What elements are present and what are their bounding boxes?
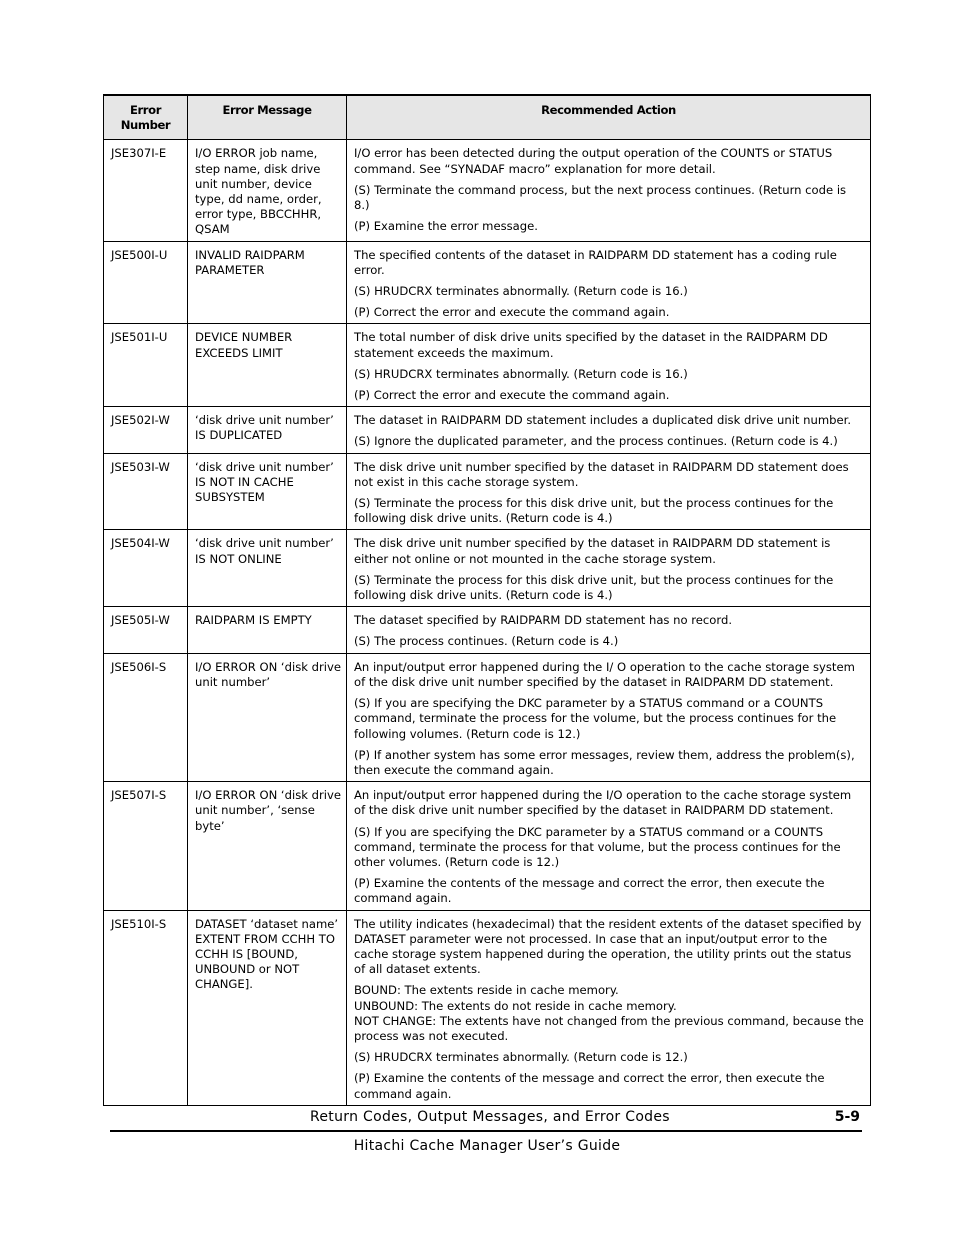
action-paragraph: (S) Terminate the command process, but the next process continues. (Return code is 8.) xyxy=(354,182,847,213)
recommended-action-cell xyxy=(347,407,871,453)
action-paragraph: An input/output error happened during the I/O operation to the cache storage system of the disk drive unit number specified by the dataset in RAIDPARM DD statement. xyxy=(354,788,852,818)
table-row xyxy=(104,653,871,781)
error-number-cell: JSE505I-W xyxy=(104,607,188,653)
action-paragraph: (S) Ignore the duplicated parameter, and the process continues. (Return code is 4.) xyxy=(354,434,838,449)
action-paragraph: BOUND: The extents reside in cache memory. UNBOUND: The extents do not reside in cache memory. NOT CHANGE: The extents have not changed from the previous command, because the process was not executed. xyxy=(354,983,864,1043)
error-number-cell: JSE503I-W xyxy=(104,453,188,530)
header-error-message: Error Message xyxy=(188,95,347,140)
error-message-cell: I/O ERROR job name, step name, disk drive unit number, device type, dd name, order, error type, BBCCHHR, QSAM xyxy=(188,140,347,241)
action-paragraph: I/O error has been detected during the output operation of the COUNTS or STATUS command. See “SYNADAF macro” explanation for more detail. xyxy=(354,146,833,176)
action-paragraph: (S) The process continues. (Return code is 4.) xyxy=(354,634,619,649)
error-message-cell: I/O ERROR ON ‘disk drive unit number’, ‘sense byte’ xyxy=(188,782,347,910)
recommended-action-cell xyxy=(347,910,871,1105)
action-paragraph: The utility indicates (hexadecimal) that the resident extents of the dataset specified by DATASET parameter were not processed. In case that an input/output error to the cache storage system happened during the operation, the utility prints out the status of all dataset extents. xyxy=(354,916,862,977)
table-row xyxy=(104,910,871,1105)
footer-page-number: 5-9 xyxy=(834,1109,860,1125)
action-paragraph: (P) Correct the error and execute the command again. xyxy=(354,388,670,403)
action-paragraph: (S) Terminate the process for this disk drive unit, but the process continues for the following disk drive units. (Return code is 4.) xyxy=(354,496,834,526)
error-message-cell: ‘disk drive unit number’ IS NOT ONLINE xyxy=(188,530,347,607)
action-paragraph: (S) If you are specifying the DKC parameter by a STATUS command or a COUNTS command, terminate the process for that volume, but the process continues for the other volumes. (Return code is 12.) xyxy=(354,824,841,869)
table-row xyxy=(104,241,871,324)
error-message-cell: INVALID RAIDPARM PARAMETER xyxy=(188,241,347,324)
error-message-cell: RAIDPARM IS EMPTY xyxy=(188,607,347,653)
table-row xyxy=(104,453,871,530)
action-paragraph: (S) If you are specifying the DKC parameter by a STATUS command or a COUNTS command, terminate the process for the volume, but the process continues for the following volumes. (Return code is 12.) xyxy=(354,696,837,741)
error-number-cell: JSE307I-E xyxy=(104,140,188,241)
action-paragraph: The total number of disk drive units specified by the dataset in the RAIDPARM DD statement exceeds the maximum. xyxy=(354,330,828,360)
error-number-cell: JSE500I-U xyxy=(104,241,188,324)
recommended-action-cell xyxy=(347,782,871,910)
table-row xyxy=(104,140,871,241)
recommended-action-cell xyxy=(347,241,871,324)
error-message-cell: ‘disk drive unit number’ IS NOT IN CACHE SUBSYSTEM xyxy=(188,453,347,530)
footer-section-title: Return Codes, Output Messages, and Error Codes xyxy=(310,1109,670,1125)
recommended-action-cell xyxy=(347,324,871,407)
action-paragraph: (P) Examine the error message. xyxy=(354,219,538,234)
action-paragraph: (S) HRUDCRX terminates abnormally. (Return code is 16.) xyxy=(354,284,688,299)
action-paragraph: The dataset in RAIDPARM DD statement includes a duplicated disk drive unit number. xyxy=(354,413,852,428)
error-message-cell: DEVICE NUMBER EXCEEDS LIMIT xyxy=(188,324,347,407)
recommended-action-cell xyxy=(347,653,871,781)
action-paragraph: (S) Terminate the process for this disk drive unit, but the process continues for the following disk drive units. (Return code is 4.) xyxy=(354,572,834,603)
action-paragraph: (S) HRUDCRX terminates abnormally. (Return code is 12.) xyxy=(354,1050,688,1065)
action-paragraph: The disk drive unit number specified by the dataset in RAIDPARM DD statement does not exist in this cache storage system. xyxy=(354,459,849,489)
error-number-cell: JSE502I-W xyxy=(104,407,188,453)
table-row xyxy=(104,782,871,910)
header-recommended-action: Recommended Action xyxy=(347,95,871,140)
recommended-action-cell xyxy=(347,453,871,530)
recommended-action-cell xyxy=(347,530,871,607)
action-paragraph: The dataset specified by RAIDPARM DD statement has no record. xyxy=(354,613,733,628)
error-message-cell: I/O ERROR ON ‘disk drive unit number’ xyxy=(188,653,347,781)
table-row xyxy=(104,530,871,607)
error-number-cell: JSE501I-U xyxy=(104,324,188,407)
action-paragraph: An input/output error happened during the I/ O operation to the cache storage system of the disk drive unit number specified by the dataset in RAIDPARM DD statement. xyxy=(354,659,855,689)
table-body xyxy=(104,140,871,1105)
recommended-action-cell xyxy=(347,607,871,653)
footer-guide-title: Hitachi Cache Manager User’s Guide xyxy=(353,1138,621,1154)
action-paragraph: (P) Examine the contents of the message and correct the error, then execute the command again. xyxy=(354,1071,825,1101)
error-number-cell: JSE506I-S xyxy=(104,653,188,781)
error-number-cell: JSE507I-S xyxy=(104,782,188,910)
error-number-cell: JSE510I-S xyxy=(104,910,188,1105)
error-message-cell: ‘disk drive unit number’ IS DUPLICATED xyxy=(188,407,347,453)
action-paragraph: The specified contents of the dataset in RAIDPARM DD statement has a coding rule error. xyxy=(354,247,837,277)
error-number-cell: JSE504I-W xyxy=(104,530,188,607)
error-codes-table xyxy=(103,94,871,1106)
error-message-cell: DATASET ‘dataset name’ EXTENT FROM CCHH TO CCHH IS [BOUND, UNBOUND or NOT CHANGE]. xyxy=(188,910,347,1105)
action-paragraph: (P) Correct the error and execute the command again. xyxy=(354,305,670,320)
table-header-row xyxy=(104,95,871,140)
action-paragraph: The disk drive unit number specified by the dataset in RAIDPARM DD statement is either not online or not mounted in the cache storage system. xyxy=(354,536,831,566)
table-row xyxy=(104,607,871,653)
header-error-number: Error Number xyxy=(104,95,188,140)
footer-divider xyxy=(110,1130,862,1132)
action-paragraph: (S) HRUDCRX terminates abnormally. (Return code is 16.) xyxy=(354,366,688,381)
table-row xyxy=(104,407,871,453)
action-paragraph: (P) If another system has some error messages, review them, address the problem(s), then execute the command again. xyxy=(354,747,855,777)
action-paragraph: (P) Examine the contents of the message and correct the error, then execute the command again. xyxy=(354,876,825,906)
table-row xyxy=(104,324,871,407)
recommended-action-cell xyxy=(347,140,871,241)
